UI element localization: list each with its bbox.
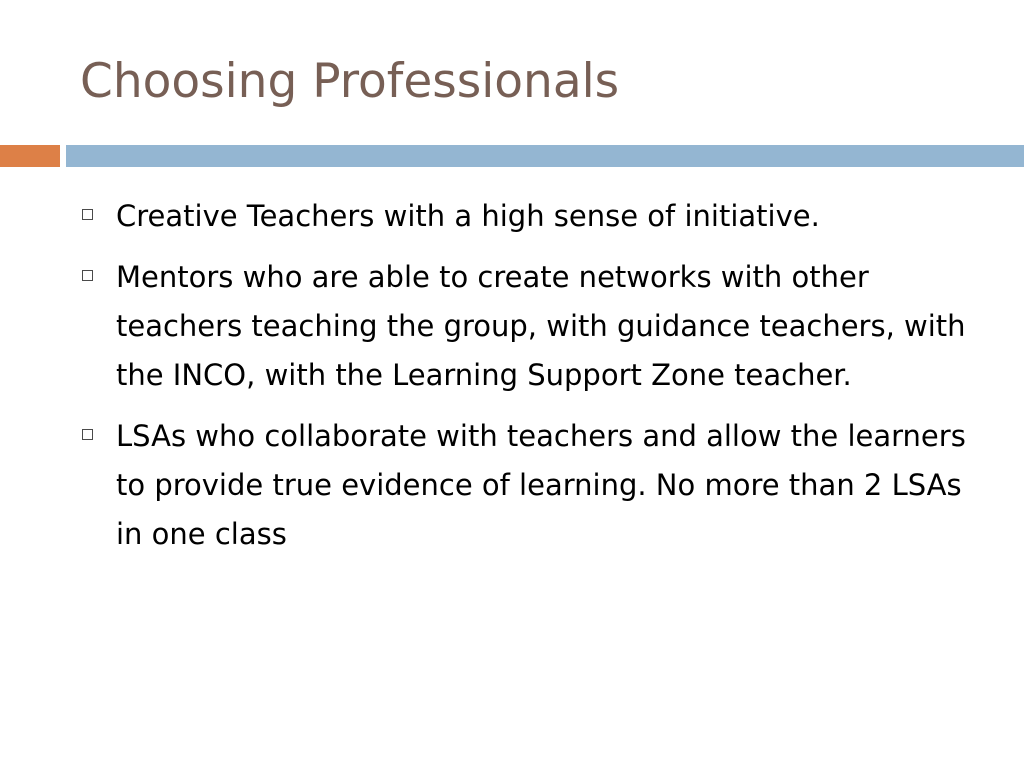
accent-bar-blue (66, 145, 1024, 167)
bullet-text: LSAs who collaborate with teachers and allow the learners to provide true evidence of learning. No more than 2 LSAs in one class (116, 419, 966, 551)
square-bullet-icon (82, 429, 93, 440)
bullet-item (82, 253, 982, 400)
bullet-item (82, 192, 982, 241)
bullet-list (82, 192, 982, 571)
square-bullet-icon (82, 209, 93, 220)
bullet-text: Creative Teachers with a high sense of initiative. (116, 199, 820, 233)
square-bullet-icon (82, 270, 93, 281)
bullet-text: Mentors who are able to create networks with other teachers teaching the group, with guidance teachers, with the INCO, with the Learning Support Zone teacher. (116, 260, 966, 392)
accent-bar-orange (0, 145, 60, 167)
slide-title: Choosing Professionals (80, 54, 620, 109)
bullet-item (82, 412, 982, 559)
